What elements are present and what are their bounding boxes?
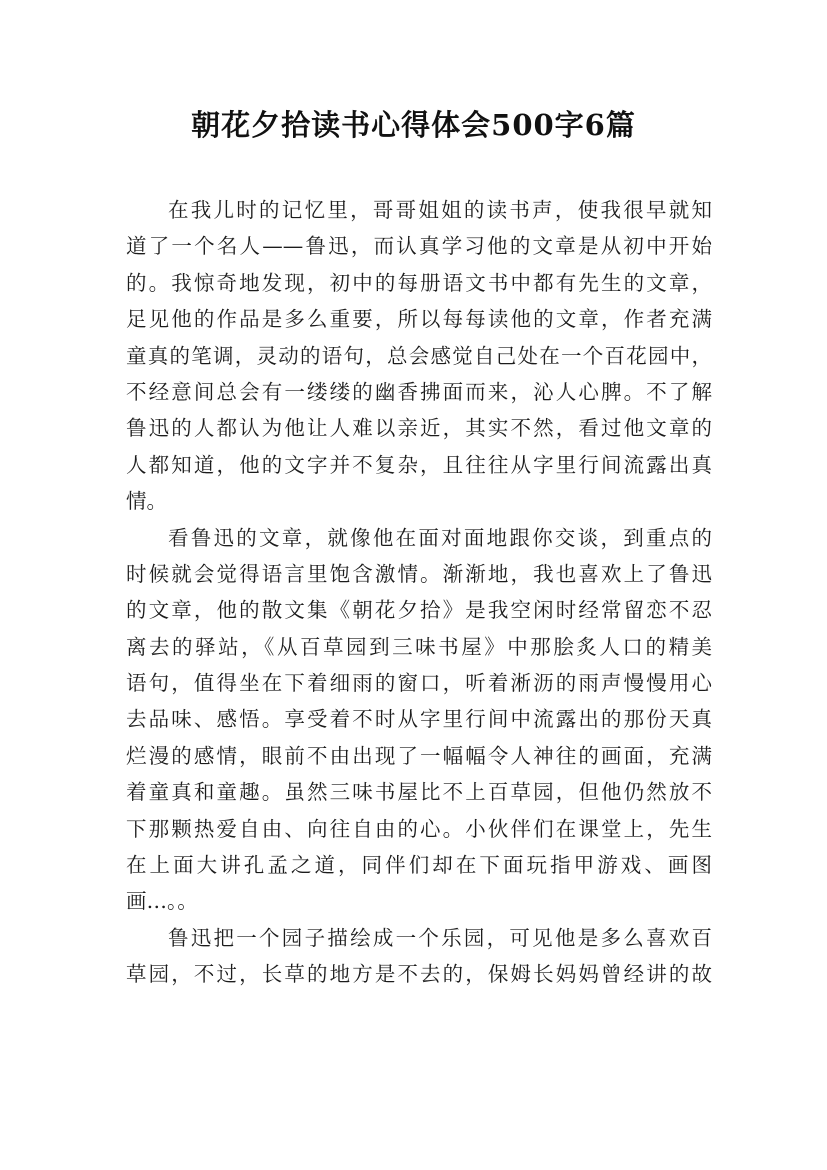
paragraph-2-line: 下那颗热爱自由、向往自由的心。小伙伴们在课堂上，先生 xyxy=(126,816,712,841)
paragraph-1-line: 在我儿时的记忆里，哥哥姐姐的读书声，使我很早就知 xyxy=(168,198,712,222)
paragraph-1-line: 鲁迅的人都认为他让人难以亲近，其实不然，看过他文章的 xyxy=(126,416,712,441)
paragraph-1-line: 的。我惊奇地发现，初中的每册语文书中都有先生的文章， xyxy=(126,270,712,295)
paragraph-1-line: 情。 xyxy=(126,489,167,514)
paragraph-1-line: 不经意间总会有一缕缕的幽香拂面而来，沁人心脾。不了解 xyxy=(126,379,712,404)
paragraph-1-line: 道了一个名人——鲁迅，而认真学习他的文章是从初中开始 xyxy=(126,234,712,259)
paragraph-2-line: 语句，值得坐在下着细雨的窗口，听着淅沥的雨声慢慢用心 xyxy=(126,671,712,696)
paragraph-2-line: 烂漫的感情，眼前不由出现了一幅幅令人神往的画面，充满 xyxy=(126,743,712,768)
document-body xyxy=(126,192,712,993)
paragraph-2-line: 的文章，他的散文集《朝花夕拾》是我空闲时经常留恋不忍 xyxy=(126,598,712,623)
paragraph-1-line: 童真的笔调，灵动的语句，总会感觉自己处在一个百花园中， xyxy=(126,343,712,368)
paragraph-3-line: 草园，不过，长草的地方是不去的，保姆长妈妈曾经讲的故 xyxy=(126,962,712,987)
paragraph-2-line: 时候就会觉得语言里饱含激情。渐渐地，我也喜欢上了鲁迅 xyxy=(126,561,712,586)
paragraph-2-line: 看鲁迅的文章，就像他在面对面地跟你交谈，到重点的 xyxy=(168,525,712,550)
paragraph-1-line: 人都知道，他的文字并不复杂，且往往从字里行间流露出真 xyxy=(126,452,712,477)
paragraph-2-line: 画…。。 xyxy=(126,889,198,914)
paragraph-1-line: 足见他的作品是多么重要，所以每每读他的文章，作者充满 xyxy=(126,307,712,332)
document-title: 朝花夕拾读书心得体会500字6篇 xyxy=(191,108,636,142)
paragraph-3-line: 鲁迅把一个园子描绘成一个乐园，可见他是多么喜欢百 xyxy=(168,925,712,950)
paragraph-2-line: 离去的驿站，《从百草园到三味书屋》中那脍炙人口的精美 xyxy=(126,634,712,659)
paragraph-2-line: 去品味、感悟。享受着不时从字里行间中流露出的那份天真 xyxy=(126,707,712,732)
paragraph-2-line: 着童真和童趣。虽然三味书屋比不上百草园，但他仍然放不 xyxy=(126,780,712,805)
paragraph-2-line: 在上面大讲孔孟之道，同伴们却在下面玩指甲游戏、画图 xyxy=(126,853,712,878)
